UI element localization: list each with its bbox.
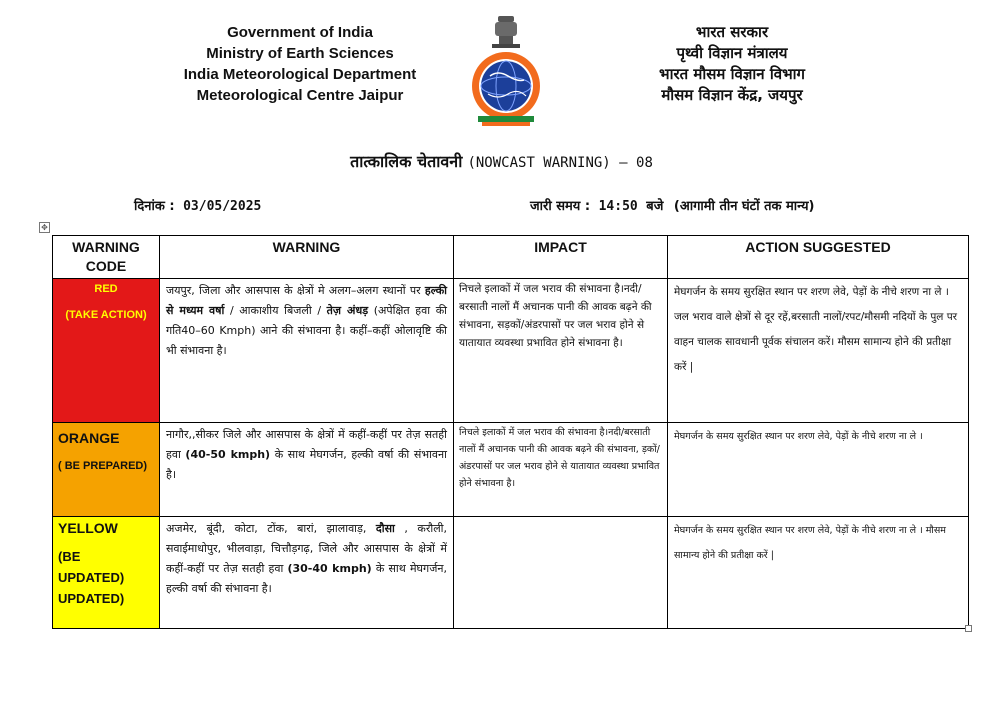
- issue-time-line: [530, 196, 814, 214]
- header-english-line: Ministry of Earth Sciences: [206, 45, 394, 62]
- impact-text: [454, 517, 668, 629]
- validity-note: (आगामी तीन घंटों तक मान्य): [673, 199, 815, 214]
- code-sub-label: (TAKE ACTION): [65, 309, 147, 321]
- impact-text: निचले इलाकों में जल भराव की संभावना है।नदी/बरसाती नालों मैं अचानक पानी की आवक बढ़ने की संभावना, सड़कों/अंडरपासों पर जल भराव होने से यातायात व्यवस्था प्रभावित होने संभावना है।: [454, 279, 668, 423]
- warning-text-part: (अपेक्षित हवा की गति40–60 Kmph) आने की संभावना है। कहीं–कहीं ओलावृष्टि की भी संभावना है।: [166, 304, 447, 357]
- header-action: ACTION SUGGESTED: [668, 236, 969, 279]
- warning-text: [160, 517, 454, 629]
- table-header-row: [53, 236, 969, 279]
- header-warning-code: WARNING CODE: [53, 236, 160, 279]
- warning-text-bold: तेज़ अंधड़: [326, 304, 369, 317]
- table-row-orange: [53, 423, 969, 517]
- header-hindi-line: भारत सरकार: [695, 23, 769, 41]
- warning-text-bold: दौसा: [375, 522, 395, 535]
- title-english: (NOWCAST WARNING) – 08: [467, 155, 653, 171]
- header-hindi-line: पृथ्वी विज्ञान मंत्रालय: [676, 44, 788, 62]
- header-hindi-line: भारत मौसम विज्ञान विभाग: [659, 65, 805, 83]
- warning-text-part: , करौली, सवाईमाधोपुर, भीलवाड़ा, चित्तौड़गढ़, जिले और आसपास के क्षेत्रों में कहीं-कहीं पर तेज़ सतही हवा: [166, 522, 447, 575]
- page-title: [0, 150, 1003, 172]
- header-hindi-line: मौसम विज्ञान केंद्र, जयपुर: [661, 86, 803, 104]
- table-row-red: [53, 279, 969, 423]
- warning-code-orange: [53, 423, 160, 517]
- warning-text: [160, 423, 454, 517]
- impact-text: निचले इलाकों में जल भराव की संभावना है।नदी/बरसाती नालों मैं अचानक पानी की आवक बढ़ने की संभावना, ड़कों/अंडरपासों पर जल भराव होने से यातायात व्यवस्था प्रभावित होने संभावना है।: [454, 423, 668, 517]
- header-english-line: Government of India: [227, 24, 373, 41]
- warning-code-red: [53, 279, 160, 423]
- date-line: [134, 196, 261, 214]
- title-hindi: तात्कालिक चेतावनी: [350, 152, 463, 171]
- header-english-line: Meteorological Centre Jaipur: [196, 87, 404, 104]
- header-english-line: India Meteorological Department: [183, 66, 417, 83]
- imd-emblem-icon: [468, 12, 544, 130]
- warning-code-yellow: [53, 517, 160, 629]
- table-move-handle[interactable]: ✥: [39, 222, 50, 233]
- header-hindi: [612, 22, 852, 106]
- header-impact: IMPACT: [454, 236, 668, 279]
- issue-time-value: 14:50: [598, 199, 638, 214]
- warning-text-part: के साथ मेघगर्जन, हल्की वर्षा की संभावना है।: [166, 448, 447, 481]
- table-row-yellow: [53, 517, 969, 629]
- code-label: YELLOW: [58, 520, 118, 536]
- action-text: मेघगर्जन के समय सुरक्षित स्थान पर शरण लेवे, पेड़ों के नीचे शरण ना ले ।: [668, 423, 969, 517]
- table-resize-handle[interactable]: [965, 625, 972, 632]
- warning-text-part: नागौर,,सीकर जिले और आसपास के क्षेत्रों में कहीं-कहीं पर तेज़ सतही हवा: [166, 428, 447, 461]
- code-sub-label: ( BE PREPARED): [58, 460, 148, 472]
- warning-text-bold: (40-50 kmph): [185, 448, 271, 461]
- warning-text-part: अजमेर, बूंदी, कोटा, टोंक, बारां, झालावाड़,: [166, 522, 376, 535]
- code-label: ORANGE: [58, 430, 120, 446]
- date-label: दिनांक :: [134, 199, 175, 214]
- code-label: RED: [94, 283, 118, 295]
- action-text: मेघगर्जन के समय सुरक्षित स्थान पर शरण लेवे, पेड़ों के नीचे शरण ना ले । मौसम सामान्य होने की प्रतीक्षा करें |: [668, 517, 969, 629]
- warning-text-part: जयपुर, जिला और आसपास के क्षेत्रों मे अलग–अलग स्थानों पर: [166, 284, 425, 297]
- header-warning: WARNING: [160, 236, 454, 279]
- warning-text-bold: हल्की से मध्यम वर्षा: [166, 284, 447, 317]
- warning-text: [160, 279, 454, 423]
- issue-time-suffix: बजे: [646, 199, 664, 214]
- code-sub-label: (BE UPDATED) UPDATED): [58, 549, 125, 606]
- warning-table: [52, 235, 969, 629]
- warning-text-bold: (30-40 kmph): [287, 562, 372, 575]
- action-text: मेघगर्जन के समय सुरक्षित स्थान पर शरण लेवे, पेड़ों के नीचे शरण ना ले । जल भराव वाले क्षेत्रों से दूर रहें,बरसाती नालों/रपट/मौसमी नदियों के पुल पर वाहन चालक सावधानी पूर्वक संचालन करें। मौसम सामान्य होने की प्रतीक्षा करें |: [668, 279, 969, 423]
- date-value: 03/05/2025: [183, 199, 262, 214]
- header-english: [160, 22, 440, 106]
- warning-text-part: के साथ मेघगर्जन, हल्की वर्षा की संभावना है।: [166, 562, 447, 595]
- warning-text-part: / आकाशीय बिजली /: [224, 304, 327, 317]
- issue-time-label: जारी समय :: [530, 199, 591, 214]
